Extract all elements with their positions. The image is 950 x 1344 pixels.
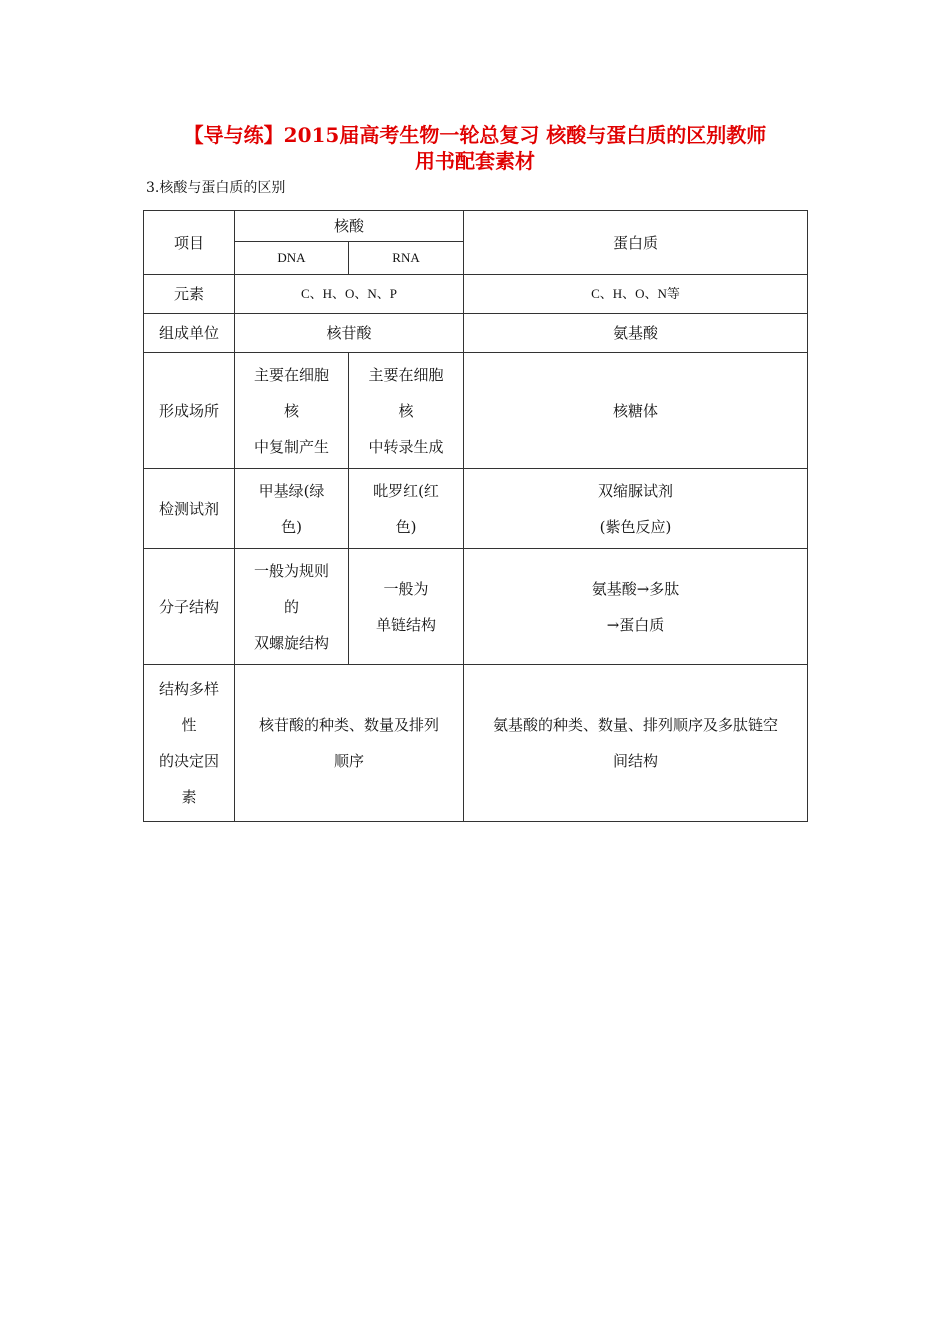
cell-reagent-protein: 双缩脲试剂 (紫色反应) bbox=[464, 469, 808, 549]
row-label-structure: 分子结构 bbox=[144, 549, 235, 665]
cell-location-protein: 核糖体 bbox=[464, 353, 808, 469]
cell-elements-protein: C、H、O、N等 bbox=[464, 275, 808, 314]
header-nucleic-acid: 核酸 bbox=[235, 211, 464, 242]
header-rna: RNA bbox=[349, 242, 464, 275]
header-item: 项目 bbox=[144, 211, 235, 275]
row-label-diversity: 结构多样 性 的决定因 素 bbox=[144, 665, 235, 822]
header-dna: DNA bbox=[235, 242, 349, 275]
cell-structure-dna: 一般为规则 的 双螺旋结构 bbox=[235, 549, 349, 665]
cell-location-rna: 主要在细胞 核 中转录生成 bbox=[349, 353, 464, 469]
cell-reagent-rna: 吡罗红(红 色) bbox=[349, 469, 464, 549]
row-label-units: 组成单位 bbox=[144, 314, 235, 353]
table-row-diversity bbox=[144, 665, 808, 822]
title-line-2: 用书配套素材 bbox=[415, 149, 535, 173]
table-row-structure bbox=[144, 549, 808, 665]
comparison-table bbox=[143, 210, 808, 822]
table-row-elements bbox=[144, 275, 808, 314]
row-label-elements: 元素 bbox=[144, 275, 235, 314]
section-heading: 3.核酸与蛋白质的区别 bbox=[146, 180, 286, 196]
row-label-reagent: 检测试剂 bbox=[144, 469, 235, 549]
cell-units-nucleic-acid: 核苷酸 bbox=[235, 314, 464, 353]
cell-elements-nucleic-acid: C、H、O、N、P bbox=[235, 275, 464, 314]
cell-diversity-nucleic-acid: 核苷酸的种类、数量及排列 顺序 bbox=[235, 665, 464, 822]
cell-structure-protein: 氨基酸→多肽 →蛋白质 bbox=[464, 549, 808, 665]
table-header-row-1 bbox=[144, 211, 808, 242]
row-label-location: 形成场所 bbox=[144, 353, 235, 469]
cell-structure-rna: 一般为 单链结构 bbox=[349, 549, 464, 665]
table-row-units bbox=[144, 314, 808, 353]
cell-location-dna: 主要在细胞 核 中复制产生 bbox=[235, 353, 349, 469]
document-title bbox=[110, 122, 840, 174]
cell-units-protein: 氨基酸 bbox=[464, 314, 808, 353]
title-line-1: 【导与练】2015届高考生物一轮总复习 核酸与蛋白质的区别教师 bbox=[183, 123, 767, 147]
table-row-reagent bbox=[144, 469, 808, 549]
cell-diversity-protein: 氨基酸的种类、数量、排列顺序及多肽链空 间结构 bbox=[464, 665, 808, 822]
cell-reagent-dna: 甲基绿(绿 色) bbox=[235, 469, 349, 549]
table-row-location bbox=[144, 353, 808, 469]
header-protein: 蛋白质 bbox=[464, 211, 808, 275]
